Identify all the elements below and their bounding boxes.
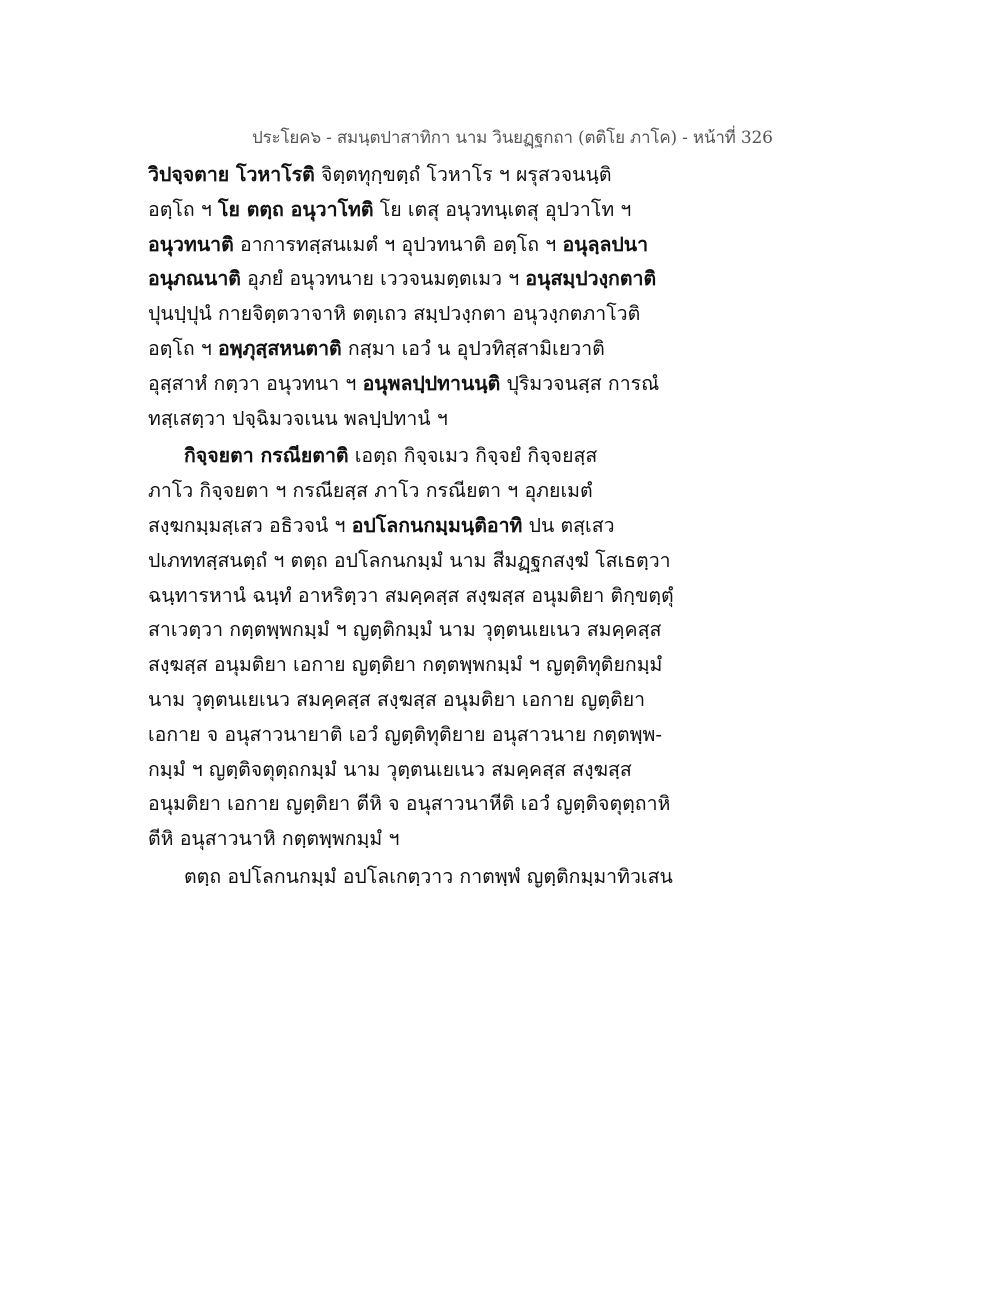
text-span: สงฺฆสฺส อนุมติยา เอกาย ญตฺติยา กตฺตพฺพกมฺมํ ฯ ญตฺติทุติยกมฺมํ (148, 653, 663, 677)
text-span: ปุริมวจนสฺส การณํ (500, 371, 660, 395)
bold-term: อนุลฺลปนา (562, 232, 649, 256)
text-line (148, 753, 708, 788)
bold-term: วิปจฺจตาย โวหาโรติ (148, 163, 315, 186)
text-line (148, 193, 708, 228)
text-span: อตฺโถ ฯ (148, 197, 219, 221)
text-span: เอตฺถ กิจฺจเมว กิจฺจยํ กิจฺจยสฺส (348, 444, 598, 468)
text-span: เอกาย จ อนุสาวนายาติ เอวํ ญตฺติทุติยาย อนุสาวนาย กตฺตพฺพ- (148, 722, 662, 746)
text-span: นาม วุตฺตนเยเนว สมคฺคสฺส สงฺฆสฺส อนุมติยา เอกาย ญตฺติยา (148, 687, 646, 711)
text-line (148, 367, 708, 402)
bold-term: โย ตตฺถ อนุวาโทติ (218, 197, 374, 221)
text-span: ปุนปฺปุนํ กายจิตฺตวาจาหิ ตตฺเถว สมฺปวงฺกตา อนุวงฺกตภาโวติ (148, 302, 641, 326)
text-span: โย เตสุ อนุวทนฺเตสุ อุปวาโท ฯ (373, 197, 632, 221)
bold-term: อนุภณนาติ (148, 267, 241, 291)
bold-term: อนุพลปฺปทานนฺติ (362, 371, 501, 395)
bold-term: อปโลกนกมฺมนฺติอาทิ (351, 513, 523, 537)
text-span: อตฺโถ ฯ (148, 336, 219, 360)
page-header: ประโยค๖ - สมนฺตปาสาทิกา นาม วินยฏฺฐกถา (ตติโย ภาโค) - หน้าที่ 326 (252, 128, 773, 148)
bold-term: อนุสมฺปวงฺกตาติ (525, 267, 657, 291)
bold-term: อนุวทนาติ (148, 232, 234, 256)
text-span: ตตฺถ อปโลกนกมฺมํ อปโลเกตฺวาว กาตพฺพํ ญตฺติกมฺมาทิวเสน (184, 864, 673, 888)
text-line (148, 509, 708, 544)
text-line (148, 718, 708, 753)
text-line (148, 158, 708, 193)
text-line (148, 822, 708, 857)
text-line (148, 262, 708, 297)
text-span: ปน ตสฺเสว (522, 513, 615, 537)
text-line (148, 613, 708, 648)
text-line (148, 332, 708, 367)
bold-term: อพฺภุสฺสหนตาติ (218, 336, 342, 360)
paragraph-start-line (148, 439, 708, 474)
text-line (148, 474, 708, 509)
text-span: ทสฺเสตฺวา ปจฺฉิมวจเนน พลปฺปทานํ ฯ (148, 406, 448, 430)
text-span: กสฺมา เอวํ น อุปวทิสฺสามิเยวาติ (341, 336, 605, 360)
text-span: อาการทสฺสนเมตํ ฯ อุปวทนาติ อตฺโถ ฯ (233, 232, 563, 256)
text-span: ภาโว กิจฺจยตา ฯ กรณียสฺส ภาโว กรณียตา ฯ อุภยเมตํ (148, 479, 593, 503)
text-span: ฉนฺทารหานํ ฉนฺทํ อาหริตฺวา สมคฺคสฺส สงฺฆสฺส อนุมติยา ติกฺขตฺตุํ (148, 583, 674, 607)
text-span: จิตฺตทุกฺขตฺถํ โวหาโร ฯ ผรุสวจนนฺติ (314, 163, 612, 186)
text-line (148, 648, 708, 683)
text-span: สาเวตฺวา กตฺตพฺพกมฺมํ ฯ ญตฺติกมฺมํ นาม วุตฺตนเยเนว สมคฺคสฺส (148, 618, 662, 642)
text-span: กมฺมํ ฯ ญตฺติจตุตฺถกมฺมํ นาม วุตฺตนเยเนว สมคฺคสฺส สงฺฆสฺส (148, 757, 632, 781)
document-body (148, 158, 708, 895)
text-span: ตีหิ อนุสาวนาหิ กตฺตพฺพกมฺมํ ฯ (148, 827, 400, 851)
text-line (148, 228, 708, 263)
text-line (148, 579, 708, 614)
text-line (148, 544, 708, 579)
text-span: ปเภททสฺสนตฺถํ ฯ ตตฺถ อปโลกนกมฺมํ นาม สีมฏฺฐกสงฺฆํ โสเธตฺวา (148, 548, 671, 572)
bold-term: กิจฺจยตา กรณียตาติ (184, 444, 349, 468)
text-line (148, 787, 708, 822)
paragraph-start-line (148, 860, 708, 895)
text-span: สงฺฆกมฺมสฺเสว อธิวจนํ ฯ (148, 513, 352, 537)
text-line (148, 402, 708, 437)
text-line (148, 683, 708, 718)
text-span: อุภยํ อนุวทนาย เววจนมตฺตเมว ฯ (240, 267, 526, 291)
text-span: อุสฺสาหํ กตฺวา อนุวทนา ฯ (148, 371, 363, 395)
text-span: อนุมติยา เอกาย ญตฺติยา ตีหิ จ อนุสาวนาหีติ เอวํ ญตฺติจตุตฺถาหิ (148, 792, 671, 816)
text-line (148, 297, 708, 332)
